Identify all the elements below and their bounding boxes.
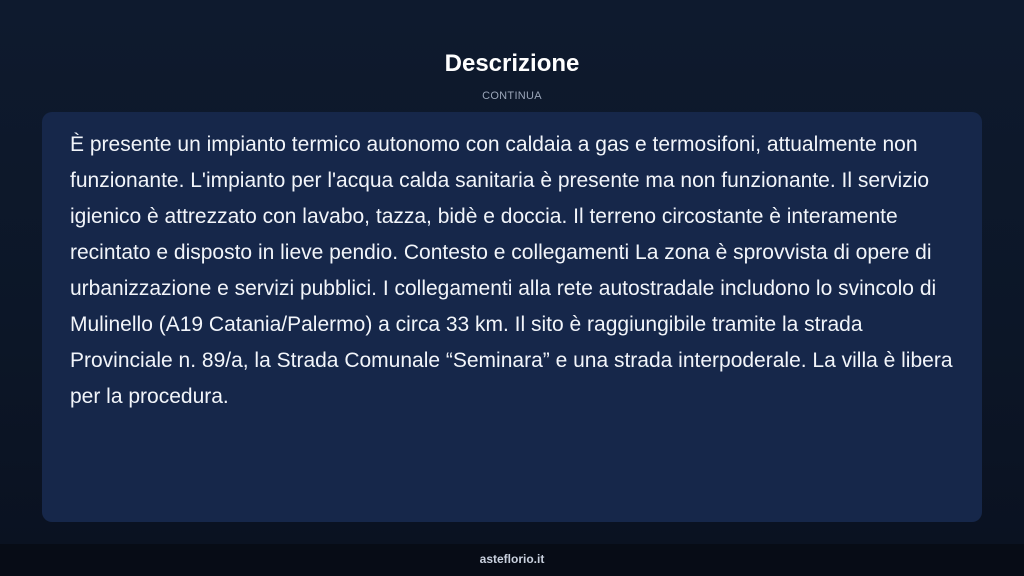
continue-label[interactable]: CONTINUA: [482, 90, 542, 102]
footer-bar: [0, 544, 1024, 576]
site-name: asteflorio.it: [479, 552, 545, 566]
description-text: È presente un impianto termico autonomo con caldaia a gas e termosifoni, attualmente non funzionante. L'impianto per l'acqua calda sanitaria è presente ma non funzionante. Il servizio igienico è attrezzato con lavabo, tazza, bidè e doccia. Il terreno circostante è interamente recintato e disposto in lieve pendio. Contesto e collegamenti La zona è sprovvista di opere di urbanizzazione e servizi pubblici. I collegamenti alla rete autostradale includono lo svincolo di Mulinello (A19 Catania/Palermo) a circa 33 km. Il sito è raggiungibile tramite la strada Provinciale n. 89/a, la Strada Comunale “Seminara” e una strada interpoderale. La villa è libera per la procedura.: [70, 133, 953, 408]
page-title: Descrizione: [444, 50, 580, 77]
description-card: [42, 112, 982, 522]
